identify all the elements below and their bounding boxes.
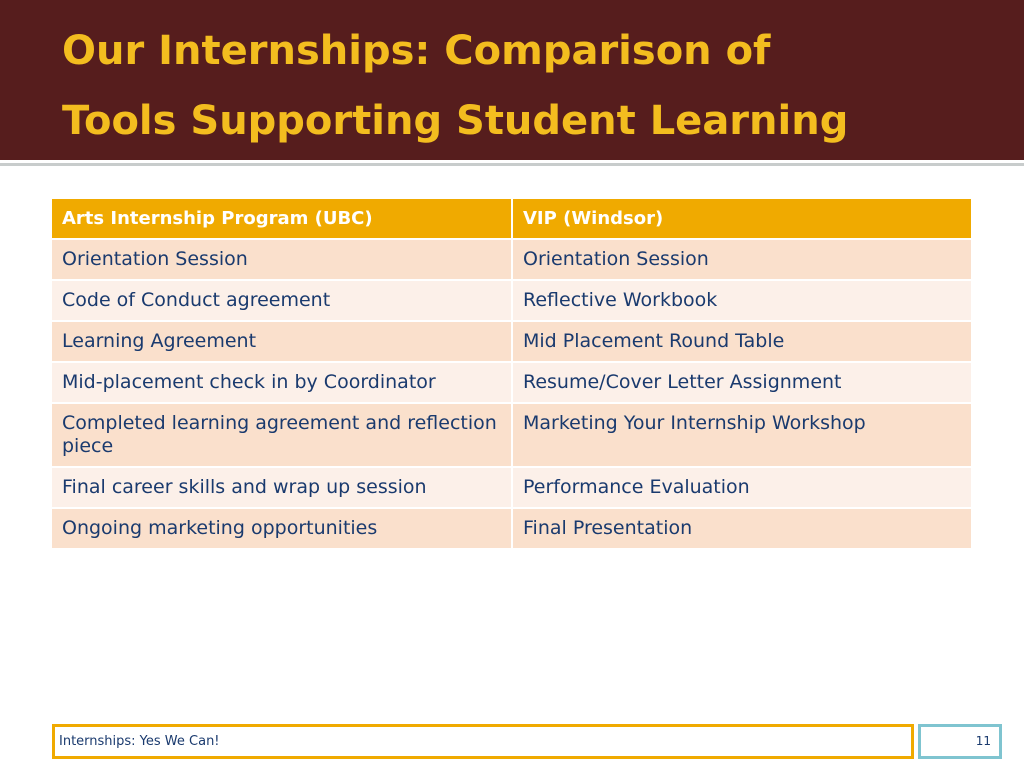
table-row: [52, 508, 972, 549]
cell-ubc: Learning Agreement: [52, 321, 512, 362]
page-number: 11: [975, 734, 991, 748]
table-row: [52, 403, 972, 467]
comparison-table: [52, 199, 973, 550]
cell-ubc: Completed learning agreement and reflection piece: [52, 403, 512, 467]
cell-ubc: Orientation Session: [52, 239, 512, 280]
cell-windsor: Marketing Your Internship Workshop: [512, 403, 972, 467]
cell-windsor: Mid Placement Round Table: [512, 321, 972, 362]
title-band: [0, 0, 1024, 160]
cell-windsor: Reflective Workbook: [512, 280, 972, 321]
slide-title-line-1: Our Internships: Comparison of: [62, 28, 771, 74]
table-row: [52, 467, 972, 508]
cell-windsor: Orientation Session: [512, 239, 972, 280]
header-windsor: VIP (Windsor): [512, 199, 972, 239]
table-header-row: [52, 199, 972, 239]
title-divider: [0, 163, 1024, 166]
cell-windsor: Final Presentation: [512, 508, 972, 549]
cell-ubc: Final career skills and wrap up session: [52, 467, 512, 508]
table-row: [52, 239, 972, 280]
cell-windsor: Performance Evaluation: [512, 467, 972, 508]
footer-text: Internships: Yes We Can!: [59, 734, 220, 749]
cell-ubc: Code of Conduct agreement: [52, 280, 512, 321]
slide-title-line-2: Tools Supporting Student Learning: [62, 98, 849, 144]
cell-ubc: Mid-placement check in by Coordinator: [52, 362, 512, 403]
table-row: [52, 321, 972, 362]
table-row: [52, 280, 972, 321]
cell-windsor: Resume/Cover Letter Assignment: [512, 362, 972, 403]
cell-ubc: Ongoing marketing opportunities: [52, 508, 512, 549]
table-row: [52, 362, 972, 403]
footer-box: [52, 724, 914, 759]
page-number-box: [918, 724, 1002, 759]
header-ubc: Arts Internship Program (UBC): [52, 199, 512, 239]
